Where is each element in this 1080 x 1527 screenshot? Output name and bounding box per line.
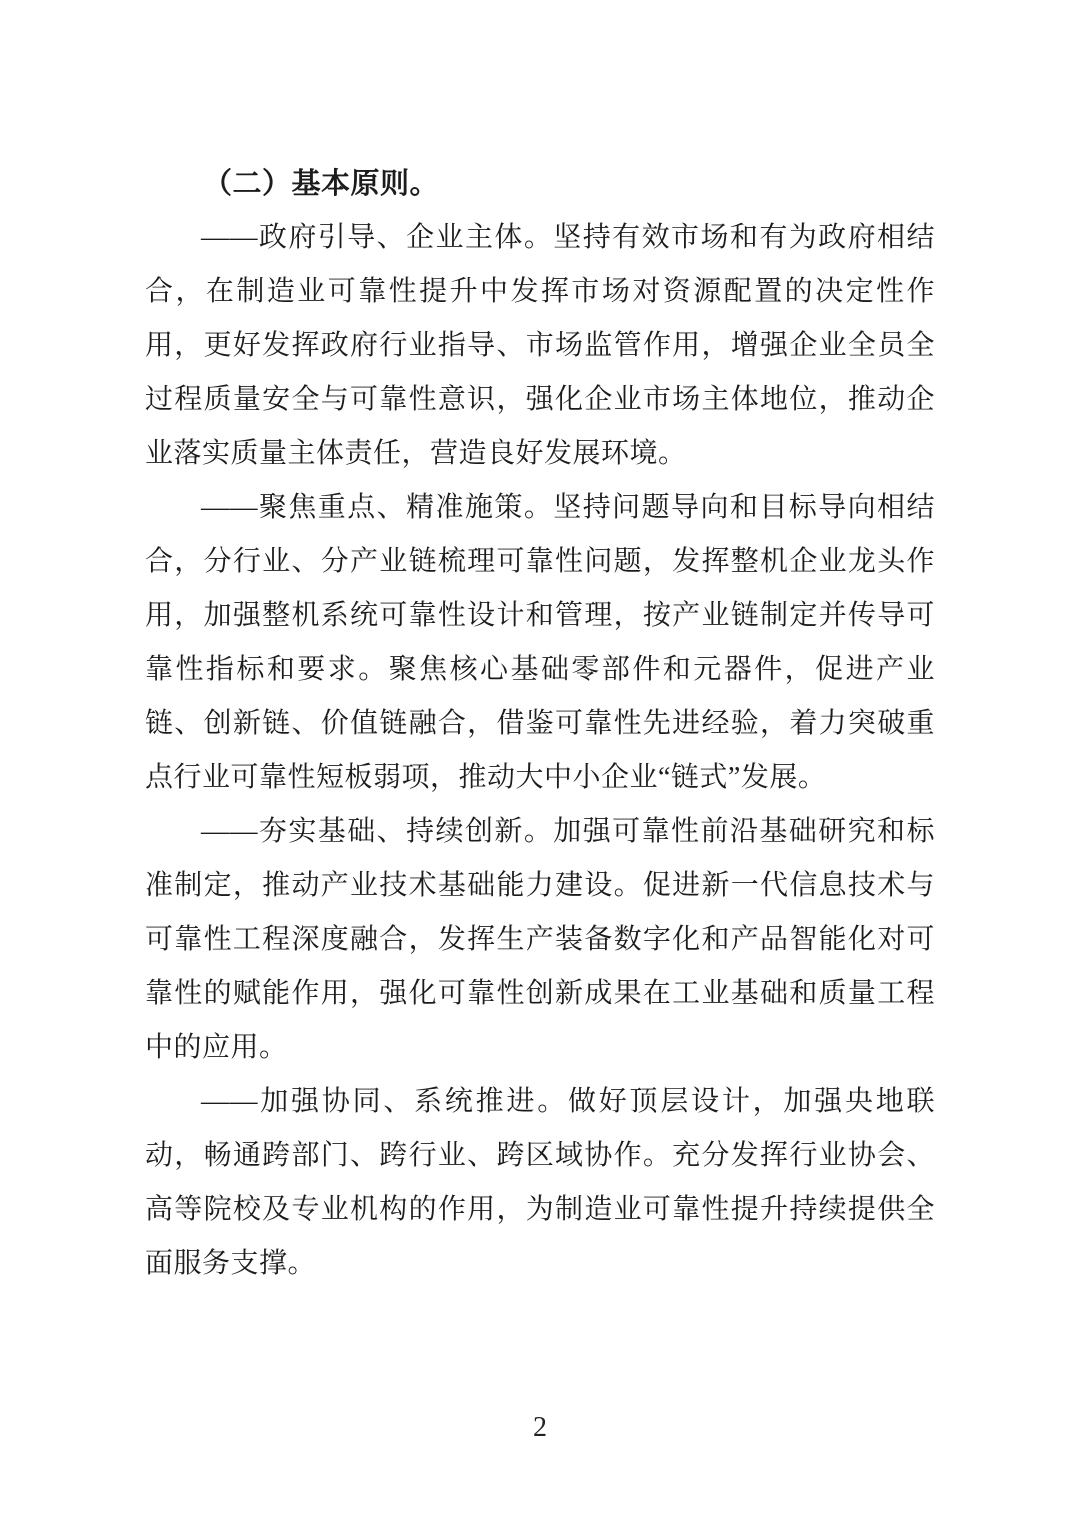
paragraph-government-guidance [145,211,935,481]
paragraph-strengthen-coordination [145,1075,935,1291]
section-heading: （二）基本原则。 [203,168,440,200]
paragraph-lead: ——加强协同、系统推进。 [201,1086,568,1117]
document-body [145,157,935,1291]
paragraph-focus-key-points [145,481,935,805]
page-number: 2 [533,1412,547,1443]
paragraph-solid-foundation [145,805,935,1075]
paragraph-text: 做好顶层设计，加强央地联动，畅通跨部门、跨行业、跨区域协作。充分发挥行业协会、高等院校及专业机构的作用，为制造业可靠性提升持续提供全面服务支撑。 [145,1086,935,1279]
paragraph-text: 坚持问题导向和目标导向相结合，分行业、分产业链梳理可靠性问题，发挥整机企业龙头作用，加强整机系统可靠性设计和管理，按产业链制定并传导可靠性指标和要求。聚焦核心基础零部件和元器件，促进产业链、创新链、价值链融合，借鉴可靠性先进经验，着力突破重点行业可靠性短板弱项，推动大中小企业“链式”发展。 [145,492,935,793]
paragraph-lead: ——政府引导、企业主体。 [201,222,554,253]
paragraph-lead: ——聚焦重点、精准施策。 [201,492,554,523]
paragraph-lead: ——夯实基础、持续创新。 [201,816,554,847]
paragraph-text: 坚持有效市场和有为政府相结合，在制造业可靠性提升中发挥市场对资源配置的决定性作用，更好发挥政府行业指导、市场监管作用，增强企业全员全过程质量安全与可靠性意识，强化企业市场主体地位，推动企业落实质量主体责任，营造良好发展环境。 [145,222,935,469]
paragraph-text: 加强可靠性前沿基础研究和标准制定，推动产业技术基础能力建设。促进新一代信息技术与可靠性工程深度融合，发挥生产装备数字化和产品智能化对可靠性的赋能作用，强化可靠性创新成果在工业基础和质量工程中的应用。 [145,816,935,1063]
